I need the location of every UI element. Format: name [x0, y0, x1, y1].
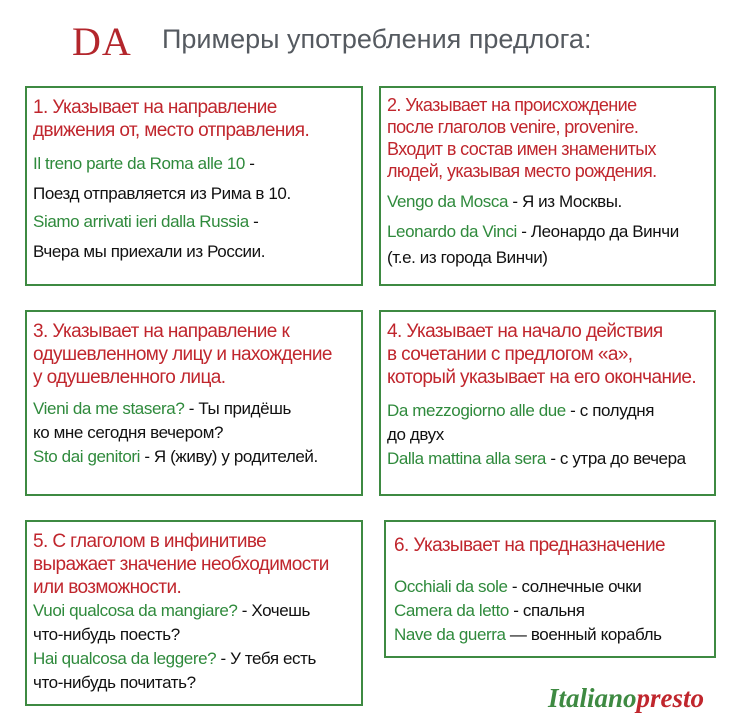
italian-example: Occhiali da sole	[394, 577, 508, 596]
title-da: DA	[72, 19, 132, 64]
translation: Вчера мы приехали из России.	[33, 242, 266, 261]
heading-line: 1. Указывает на направление	[33, 97, 277, 118]
translation: - с утра до вечера	[546, 449, 686, 468]
heading-line: или возможности.	[33, 577, 182, 598]
card-1	[25, 86, 363, 286]
heading-line: 2. Указывает на происхождение	[387, 95, 637, 115]
translation: - У тебя есть	[216, 649, 316, 668]
example-line	[394, 575, 706, 599]
translation: - Леонардо да Винчи	[516, 222, 679, 241]
heading-line: 4. Указывает на начало действия	[387, 321, 663, 342]
example-line	[33, 671, 355, 695]
example-line	[387, 190, 710, 214]
italian-example: Il treno parte da Roma alle 10	[33, 154, 245, 173]
example-line	[394, 623, 706, 647]
heading-line: Входит в состав имен знаменитых	[387, 139, 656, 159]
translation: до двух	[387, 425, 444, 444]
translation: -	[248, 212, 259, 231]
logo-part-italiano: Italiano	[548, 683, 637, 713]
card-heading	[33, 96, 355, 142]
italian-example: Camera da letto	[394, 601, 509, 620]
translation: (т.е. из города Винчи)	[387, 248, 548, 267]
card-4	[379, 310, 716, 496]
italian-example: Hai qualcosa da leggere?	[33, 649, 217, 668]
example-line	[387, 399, 710, 423]
italian-example: Dalla mattina alla sera	[387, 449, 546, 468]
card-2	[379, 86, 716, 286]
example-line	[33, 240, 355, 264]
translation: -	[244, 154, 255, 173]
italian-example: Da mezzogiorno alle due	[387, 401, 566, 420]
italian-example: Nave da guerra	[394, 625, 506, 644]
italian-example: Leonardo da Vinci	[387, 222, 517, 241]
translation: ко мне сегодня вечером?	[33, 423, 224, 442]
translation: - спальня	[508, 601, 585, 620]
example-line	[33, 421, 355, 445]
heading-line: одушевленному лицу и нахождение	[33, 344, 332, 365]
example-line	[33, 210, 355, 234]
example-line	[387, 447, 710, 471]
card-heading	[394, 534, 706, 557]
heading-line: 3. Указывает на направление к	[33, 321, 290, 342]
card-3	[25, 310, 363, 496]
example-line	[387, 246, 710, 270]
page-title: Примеры употребления предлога:	[162, 24, 592, 54]
example-line	[33, 599, 355, 623]
translation: что-нибудь почитать?	[33, 673, 196, 692]
card-heading	[387, 320, 710, 389]
example-line	[33, 182, 355, 206]
example-line	[394, 599, 706, 623]
translation: - Я (живу) у родителей.	[140, 447, 318, 466]
example-line	[33, 647, 355, 671]
heading-line: движения от, место отправления.	[33, 120, 310, 141]
card-6	[384, 520, 716, 658]
heading-line: 6. Указывает на предназначение	[394, 535, 665, 556]
example-line	[387, 220, 710, 244]
logo-part-presto: presto	[636, 683, 705, 713]
card-heading	[387, 94, 710, 182]
card-heading	[33, 320, 355, 389]
italian-example: Siamo arrivati ieri dalla Russia	[33, 212, 249, 231]
translation: Поезд отправляется из Рима в 10.	[33, 184, 291, 203]
card-5	[25, 520, 363, 706]
example-line	[33, 445, 355, 469]
italian-example: Vengo da Mosca	[387, 192, 509, 211]
example-line	[33, 152, 355, 176]
heading-line: после глаголов venire, provenire.	[387, 117, 639, 137]
heading-line: 5. С глаголом в инфинитиве	[33, 531, 267, 552]
card-heading	[33, 530, 355, 599]
translation: - солнечные очки	[507, 577, 642, 596]
translation: — военный корабль	[505, 625, 662, 644]
example-line	[33, 623, 355, 647]
translation: - Я из Москвы.	[508, 192, 622, 211]
translation: - Ты придёшь	[184, 399, 291, 418]
translation: - Хочешь	[237, 601, 310, 620]
heading-line: людей, указывая место рождения.	[387, 161, 657, 181]
example-line	[387, 423, 710, 447]
heading-line: у одушевленного лица.	[33, 367, 226, 388]
italian-example: Sto dai genitori	[33, 447, 141, 466]
heading-line: выражает значение необходимости	[33, 554, 329, 575]
heading-line: который указывает на его окончание.	[387, 367, 696, 388]
heading-line: в сочетании с предлогом «а»,	[387, 344, 633, 365]
brand-logo	[548, 683, 704, 714]
italian-example: Vuoi qualcosa da mangiare?	[33, 601, 238, 620]
translation: - с полудня	[565, 401, 655, 420]
translation: что-нибудь поесть?	[33, 625, 180, 644]
italian-example: Vieni da me stasera?	[33, 399, 185, 418]
example-line	[33, 397, 355, 421]
header	[0, 0, 735, 80]
